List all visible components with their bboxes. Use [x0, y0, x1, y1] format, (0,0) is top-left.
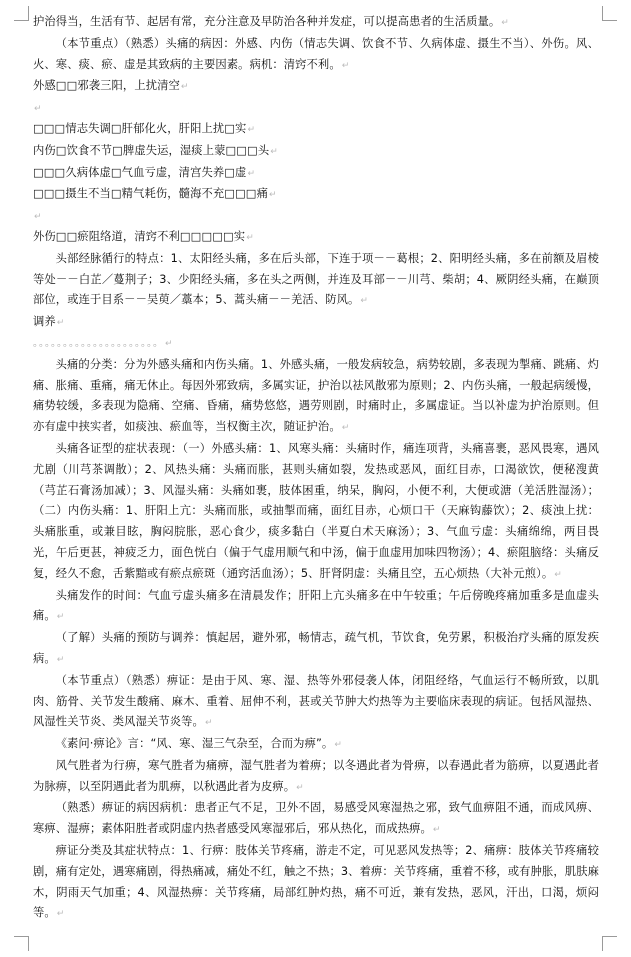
paragraph-text: □□□久病体虚□气血亏虚，清宫失养□虚: [33, 165, 247, 179]
paragraph-text: 头痛的分类：分为外感头痛和内伤头痛。1、外感头痛，一般发病较急，病势较剧，多表现为掣痛、跳痛、灼痛、胀痛、重痛，痛无休止。每因外邪致病，多属实证，护治以祛风散邪为原则；2、内伤头痛，一般起病缓慢，痛势较缓，多表现为隐痛、空痛、昏痛，痛势悠悠，遇劳则剧，时痛时止，多属虚证。当以补虚为护治原则。但亦有虚中挟实者，如痰浊、瘀血等，当权衡主次，随证护治。: [33, 357, 599, 434]
paragraph: [33, 334, 599, 355]
paragraph-text: 痹证分类及其症状特点：1、行痹：肢体关节疼痛，游走不定，可见恶风发热等；2、痛痹：肢体关节疼痛较剧，痛有定处，遇寒痛剧，得热痛减，痛处不红，触之不热；3、着痹：关节疼痛，重着不移，或有肿胀，肌肤麻木，阴雨天气加重；4、风湿热痹：关节疼痛，局部红肿灼热，痛不可近，兼有发热，恶风，汗出，口渴，烦闷等。: [33, 844, 599, 920]
paragraph-mark-icon: ↵: [204, 718, 213, 729]
paragraph-text: □□□情志失调□肝郁化火，肝阳上扰□实: [33, 121, 247, 135]
paragraph-mark-icon: ↵: [34, 212, 42, 223]
paragraph-mark-icon: ↵: [247, 168, 256, 179]
paragraph-text: 头部经脉循行的特点：1、太阳经头痛，多在后头部，下连于项－－葛根；2、阳明经头痛，多在前额及眉棱等处－－白芷／蔓荆子；3、少阳经头痛，多在头之两侧，并连及耳部－－川芎、柴胡；4、厥阴经头痛，在巅顶部位，或连于目系－－吴萸／藁本；5、蒿头痛－－羌活、防风。: [33, 251, 599, 307]
paragraph: [33, 734, 599, 756]
paragraph: [33, 671, 599, 734]
paragraph-mark-icon: ↵: [554, 569, 562, 580]
paragraph-text: 风气胜者为行痹，寒气胜者为痛痹，湿气胜者为着痹；以冬遇此者为骨痹，以春遇此者为筋痹，以夏遇此者为脉痹，以至阴遇此者为肌痹，以秋遇此者为皮痹。: [33, 758, 599, 793]
paragraph: [33, 312, 599, 334]
paragraph-text: （本节重点）（熟悉）痹证：是由于风、寒、湿、热等外邪侵袭人体，闭阻经络，气血运行不畅所致，以肌肉、筋骨、关节发生酸痛、麻木、重着、屈伸不利，甚或关节肿大灼热等为主要临床表现的病证。包括风湿热、风湿性关节炎、类风湿关节炎等。: [33, 673, 599, 729]
paragraph-mark-icon: ↵: [180, 82, 189, 93]
crop-mark-bottom-left: [14, 936, 29, 951]
paragraph-mark-icon: ↵: [334, 740, 342, 751]
paragraph-mark-icon: ↵: [341, 423, 350, 434]
paragraph: [33, 439, 599, 586]
paragraph: [33, 586, 599, 629]
paragraph: [33, 628, 599, 671]
paragraph-mark-icon: ↵: [247, 124, 256, 135]
paragraph-text: 护治得当，生活有节、起居有常，充分注意及早防治各种并发症，可以提高患者的生活质量。: [33, 15, 501, 28]
paragraph-text: （熟悉）痹证的病因病机：患者正气不足，卫外不固，易感受风寒湿热之邪，致气血痹阻不通，而成风痹、寒痹、湿痹；素体阳胜者或阴虚内热者感受风寒湿邪后，邪从热化，而成热痹。: [33, 801, 599, 836]
paragraph: [33, 34, 599, 77]
paragraph-text: 内伤□饮食不节□脾虚失运，湿痰上蒙□□□头: [33, 143, 270, 157]
paragraph-mark-icon: ↵: [501, 18, 509, 28]
paragraph-mark-icon: ↵: [270, 146, 278, 157]
paragraph: [33, 12, 599, 34]
paragraph-text: 调养: [33, 315, 56, 329]
paragraph-mark-icon: ↵: [432, 825, 441, 836]
paragraph: [33, 206, 599, 227]
paragraph-mark-icon: ↵: [56, 318, 65, 329]
paragraph: [33, 227, 599, 249]
paragraph-mark-icon: ↵: [56, 909, 65, 920]
crop-mark-bottom-right: [602, 936, 617, 951]
paragraph-mark-icon: ↵: [268, 190, 277, 201]
paragraph-mark-icon: ↵: [296, 782, 304, 793]
paragraph: [33, 163, 599, 185]
paragraph-text: 外伤□□瘀阻络道，清窍不利□□□□□实: [33, 229, 246, 243]
paragraph: [33, 355, 599, 439]
paragraph: [33, 119, 599, 141]
paragraph-mark-icon: ↵: [165, 338, 174, 349]
paragraph-text: □□□摄生不当□精气耗伤，髓海不充□□□痛: [33, 187, 268, 201]
paragraph: [33, 76, 599, 98]
paragraph-text: 。。。。。。。。。。。。。。。。。。。。。: [33, 337, 164, 349]
paragraph: [33, 841, 599, 925]
paragraph-text: 《素问·痹论》言：“风、寒、湿三气杂至，合而为痹”。: [55, 737, 334, 751]
document-body[interactable]: [33, 12, 599, 925]
paragraph-text: （本节重点）（熟悉）头痛的病因：外感、内伤（情志失调、饮食不节、久病体虚、摄生不当）、外伤。风、火、寒、痰、瘀、虚是其致病的主要因素。病机：清窍不利。: [33, 36, 599, 71]
paragraph: [33, 798, 599, 841]
crop-mark-top-left: [14, 6, 29, 21]
paragraph: [33, 756, 599, 799]
paragraph-mark-icon: ↵: [360, 296, 369, 307]
paragraph-mark-icon: ↵: [341, 60, 350, 71]
paragraph: [33, 141, 599, 163]
paragraph-mark-icon: ↵: [34, 104, 42, 115]
paragraph: [33, 184, 599, 206]
paragraph-mark-icon: ↵: [56, 654, 65, 665]
paragraph-text: 头痛发作的时间：气血亏虚头痛多在清晨发作；肝阳上亢头痛多在中午较重；午后傍晚疼痛加重多是血虚头痛。: [33, 588, 599, 623]
paragraph-text: （了解）头痛的预防与调养：慎起居，避外邪，畅情志，疏气机，节饮食，免劳累，积极治疗头痛的原发疾病。: [33, 631, 599, 665]
paragraph-text: 外感□□邪袭三阳，上扰清空: [33, 79, 180, 93]
paragraph-mark-icon: ↵: [246, 232, 254, 243]
paragraph-text: 头痛各证型的症状表现：（一）外感头痛：1、风寒头痛：头痛时作，痛连项背，头痛喜裹，恶风畏寒，遇风尤剧（川芎茶调散）；2、风热头痛：头痛而胀，甚则头痛如裂，发热或恶风，面红目赤，口渴欲饮，便秘溲黄（芎芷石膏汤加减）；3、风湿头痛：头痛如裹，肢体困重，纳呆，胸闷，小便不利，大便或溏（羌活胜湿汤）；（二）内伤头痛：1、肝阳上亢：头痛而胀，或抽掣而痛，面红目赤，心烦口干（天麻钩藤饮）；2、痰浊上扰：头痛胀重，或兼目眩，胸闷脘胀，恶心食少，痰多黏白（半夏白术天麻汤）；3、气血亏虚：头痛绵绵，两目畏光，午后更甚，神疲乏力，面色恍白（偏于气虚用顺气和中汤，偏于血虚用加味四物汤）；4、瘀阻脑络：头痛反复，经久不愈，舌紫黯或有瘀点瘀斑（通窍活血汤）；5、肝肾阴虚：头痛且空，五心烦热（大补元煎）。: [33, 441, 599, 580]
paragraph: [33, 249, 599, 312]
paragraph-mark-icon: ↵: [56, 612, 65, 623]
crop-mark-top-right: [602, 6, 617, 21]
paragraph: [33, 98, 599, 119]
